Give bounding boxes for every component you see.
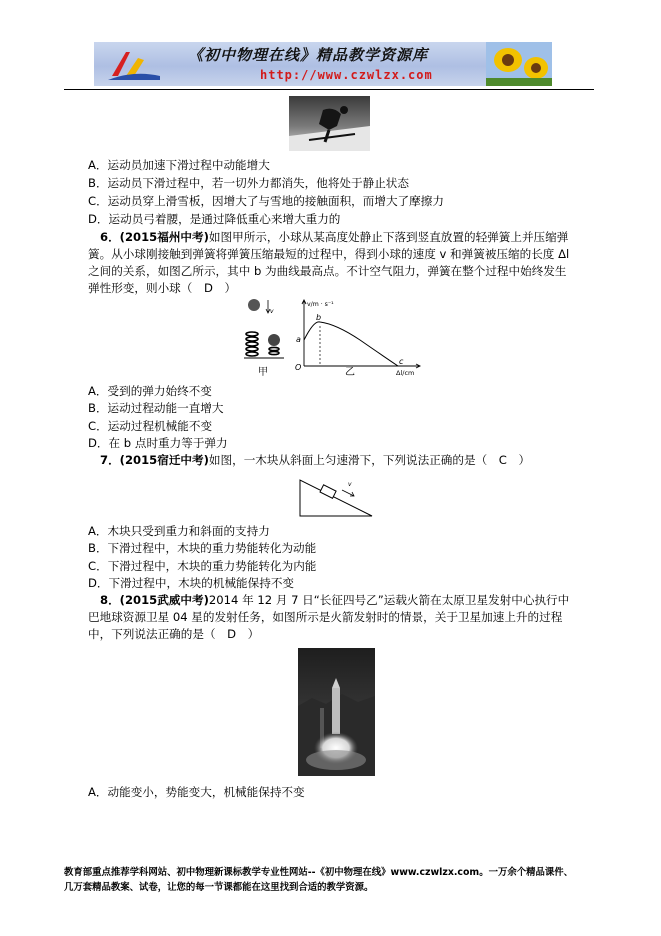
ball-icon bbox=[248, 299, 260, 311]
skier-image bbox=[289, 96, 370, 151]
q6-label-jia: 甲 bbox=[258, 367, 268, 378]
q8-stem bbox=[88, 592, 576, 643]
q6-label-yi: 乙 bbox=[345, 367, 355, 378]
q6-figure bbox=[240, 296, 430, 378]
q7-number: 7． bbox=[100, 453, 120, 467]
banner-url[interactable]: http://www.czwlzx.com bbox=[260, 68, 433, 82]
v-curve bbox=[304, 322, 398, 366]
q6-option-c: C．运动过程机械能不变 bbox=[88, 419, 213, 433]
q7-incline-figure bbox=[298, 476, 374, 518]
page-footer bbox=[64, 865, 604, 895]
q6-label-c: c bbox=[399, 357, 404, 366]
q7-option-c: C．下滑过程中，木块的重力势能转化为内能 bbox=[88, 559, 317, 573]
q7-option-b: B．下滑过程中，木块的重力势能转化为动能 bbox=[88, 541, 317, 555]
q5-option-a: A．运动员加速下滑过程中动能增大 bbox=[88, 158, 270, 172]
q6-ylabel: v/m · s⁻¹ bbox=[307, 301, 334, 308]
q6-text: 如图甲所示，小球从某高度处静止下落到竖直放置的轻弹簧上并压缩弹簧。从小球刚接触到弹簧将弹簧压缩最短的过程中，得到小球的速度 v 和弹簧被压缩的长度 Δl 之间的关系，如图乙所示，其中 b 为曲线最高点。不计空气阻力，弹簧在整个过程中始终发生弹性形变，则小球（ D ） bbox=[88, 230, 570, 295]
q6-option-d: D．在 b 点时重力等于弹力 bbox=[88, 436, 228, 450]
q8-option-a: A．动能变小，势能变大，机械能保持不变 bbox=[88, 785, 305, 799]
q6-label-v: v bbox=[270, 308, 274, 315]
footer-line-2: 几万套精品教案、试卷，让您的每一节课都能在这里找到合适的教学资源。 bbox=[64, 882, 374, 893]
q6-label-a: a bbox=[296, 335, 301, 344]
q7-text: 如图，一木块从斜面上匀速滑下，下列说法正确的是（ C ） bbox=[208, 453, 531, 467]
q6-xlabel: Δl/cm bbox=[396, 369, 415, 377]
q7-stem bbox=[88, 452, 576, 469]
q8-number: 8． bbox=[100, 593, 120, 607]
rocket-launch-image bbox=[298, 648, 375, 776]
q5-option-b: B．运动员下滑过程中，若一切外力都消失，他将处于静止状态 bbox=[88, 176, 409, 190]
q6-option-a: A．受到的弹力始终不变 bbox=[88, 384, 212, 398]
header-divider bbox=[64, 89, 594, 90]
q8-source: (2015武威中考) bbox=[119, 593, 209, 607]
q5-option-c: C．运动员穿上滑雪板，因增大了与雪地的接触面积，而增大了摩擦力 bbox=[88, 194, 444, 208]
q7-label-v: v bbox=[348, 481, 352, 488]
q6-label-b: b bbox=[316, 313, 322, 322]
q7-option-a: A．木块只受到重力和斜面的支持力 bbox=[88, 524, 270, 538]
q6-option-b: B．运动过程动能一直增大 bbox=[88, 401, 224, 415]
q6-stem bbox=[88, 229, 576, 297]
q7-option-d: D．下滑过程中，木块的机械能保持不变 bbox=[88, 576, 295, 590]
sunflower-icon bbox=[486, 42, 552, 86]
header-banner bbox=[94, 42, 552, 86]
q6-number: 6． bbox=[100, 230, 120, 244]
footer-line-1: 教育部重点推荐学科网站、初中物理新课标教学专业性网站--《初中物理在线》www.czwlzx.com。一万余个精品课件、 bbox=[64, 867, 573, 878]
logo-icon bbox=[104, 46, 164, 84]
q5-option-d: D．运动员弓着腰，是通过降低重心来增大重力的 bbox=[88, 212, 341, 226]
q8-text: 2014 年 12 月 7 日“长征四号乙”运载火箭在太原卫星发射中心执行中巴地球资源卫星 04 星的发射任务，如图所示是火箭发射时的情景，关于卫星加速上升的过程中，下列说法正确的是（ D ） bbox=[88, 593, 570, 641]
banner-title: 《初中物理在线》精品教学资源库 bbox=[188, 46, 429, 64]
q6-source: (2015福州中考) bbox=[119, 230, 209, 244]
q6-origin: O bbox=[295, 363, 302, 372]
block-icon bbox=[320, 485, 336, 498]
q7-source: (2015宿迁中考) bbox=[119, 453, 209, 467]
